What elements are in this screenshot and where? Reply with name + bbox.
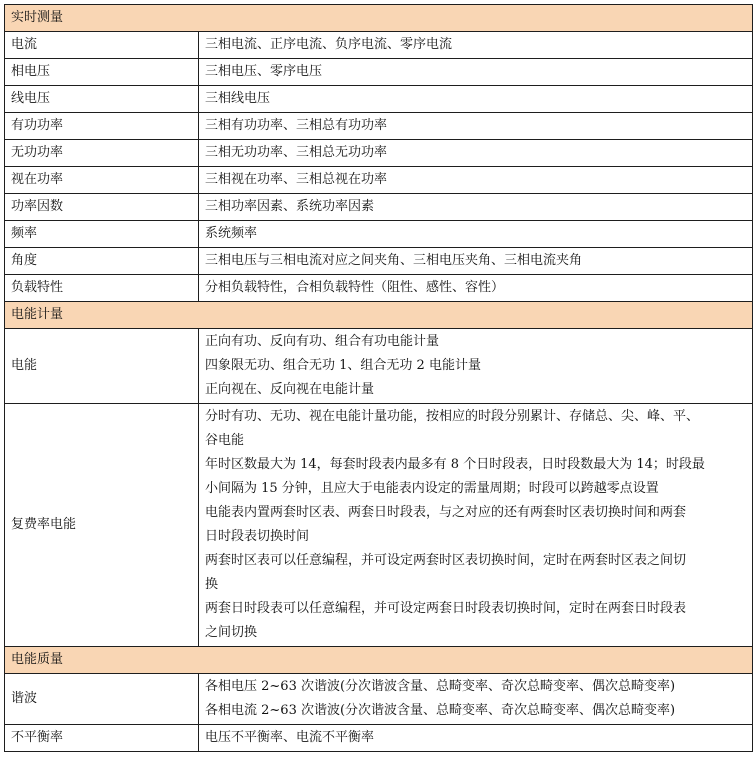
row-label: 频率 [5, 221, 199, 248]
row-content [199, 32, 753, 59]
content-line: 换 [205, 577, 219, 592]
content-line: 三相电压与三相电流对应之间夹角、三相电压夹角、三相电流夹角 [205, 253, 583, 268]
table-row [5, 725, 753, 752]
row-label: 角度 [5, 248, 199, 275]
content-line: 谷电能 [205, 433, 245, 448]
table-row [5, 194, 753, 221]
row-content [199, 194, 753, 221]
row-content [199, 674, 753, 725]
content-line: 电能表内置两套时区表、两套日时段表，与之对应的还有两套时区表切换时间和两套 [205, 505, 687, 520]
row-label: 无功功率 [5, 140, 199, 167]
row-content [199, 140, 753, 167]
row-label: 功率因数 [5, 194, 199, 221]
table-row [5, 404, 753, 647]
row-content [199, 248, 753, 275]
row-label: 相电压 [5, 59, 199, 86]
row-content [199, 59, 753, 86]
content-line: 系统频率 [205, 226, 258, 241]
content-line: 电压不平衡率、电流不平衡率 [205, 730, 375, 745]
row-label: 有功功率 [5, 113, 199, 140]
content-line: 日时段表切换时间 [205, 529, 310, 544]
row-label: 电流 [5, 32, 199, 59]
row-label: 不平衡率 [5, 725, 199, 752]
row-content [199, 86, 753, 113]
section-title: 实时测量 [11, 10, 64, 25]
row-content [199, 275, 753, 302]
section-title-cell [5, 647, 753, 674]
row-label: 复费率电能 [5, 404, 199, 647]
content-line: 分相负载特性，合相负载特性（阻性、感性、容性） [205, 280, 505, 295]
table-row [5, 275, 753, 302]
section-title-cell [5, 302, 753, 329]
content-line: 三相功率因素、系统功率因素 [205, 199, 375, 214]
table-row [5, 221, 753, 248]
table-row [5, 86, 753, 113]
content-line: 分时有功、无功、视在电能计量功能，按相应的时段分别累计、存储总、尖、峰、平、 [205, 409, 700, 424]
content-line: 三相视在功率、三相总视在功率 [205, 172, 388, 187]
content-line: 三相电流、正序电流、负序电流、零序电流 [205, 37, 453, 52]
row-content [199, 167, 753, 194]
table-row [5, 167, 753, 194]
row-content [199, 329, 753, 404]
row-label: 视在功率 [5, 167, 199, 194]
row-content [199, 404, 753, 647]
row-label: 电能 [5, 329, 199, 404]
section-title: 电能质量 [11, 652, 64, 667]
content-line: 各相电压 2~63 次谐波(分次谐波含量、总畸变率、奇次总畸变率、偶次总畸变率) [205, 679, 676, 694]
content-line: 三相电压、零序电压 [205, 64, 323, 79]
table-row [5, 59, 753, 86]
section-header [5, 647, 753, 674]
row-label: 线电压 [5, 86, 199, 113]
content-line: 正向有功、反向有功、组合有功电能计量 [205, 334, 440, 349]
table-row [5, 248, 753, 275]
content-line: 小间隔为 15 分钟，且应大于电能表内设定的需量周期；时段可以跨越零点设置 [205, 481, 659, 496]
table-row [5, 140, 753, 167]
spec-table [4, 4, 753, 752]
content-line: 年时区数最大为 14，每套时段表内最多有 8 个日时段表，日时段数最大为 14；时段最 [205, 457, 705, 472]
content-line: 两套日时段表可以任意编程，并可设定两套日时段表切换时间，定时在两套日时段表 [205, 601, 687, 616]
row-label: 负载特性 [5, 275, 199, 302]
section-title: 电能计量 [11, 307, 64, 322]
content-line: 四象限无功、组合无功 1、组合无功 2 电能计量 [205, 358, 481, 373]
row-content [199, 725, 753, 752]
content-line: 两套时区表可以任意编程，并可设定两套时区表切换时间，定时在两套时区表之间切 [205, 553, 687, 568]
table-row [5, 113, 753, 140]
spec-table-body [5, 5, 753, 752]
table-row [5, 32, 753, 59]
content-line: 各相电流 2~63 次谐波(分次谐波含量、总畸变率、奇次总畸变率、偶次总畸变率) [205, 703, 676, 718]
content-line: 正向视在、反向视在电能计量 [205, 382, 375, 397]
section-header [5, 5, 753, 32]
row-content [199, 221, 753, 248]
row-label: 谐波 [5, 674, 199, 725]
content-line: 之间切换 [205, 625, 258, 640]
row-content [199, 113, 753, 140]
section-header [5, 302, 753, 329]
section-title-cell [5, 5, 753, 32]
content-line: 三相线电压 [205, 91, 271, 106]
content-line: 三相有功功率、三相总有功功率 [205, 118, 388, 133]
table-row [5, 674, 753, 725]
table-row [5, 329, 753, 404]
content-line: 三相无功功率、三相总无功功率 [205, 145, 388, 160]
